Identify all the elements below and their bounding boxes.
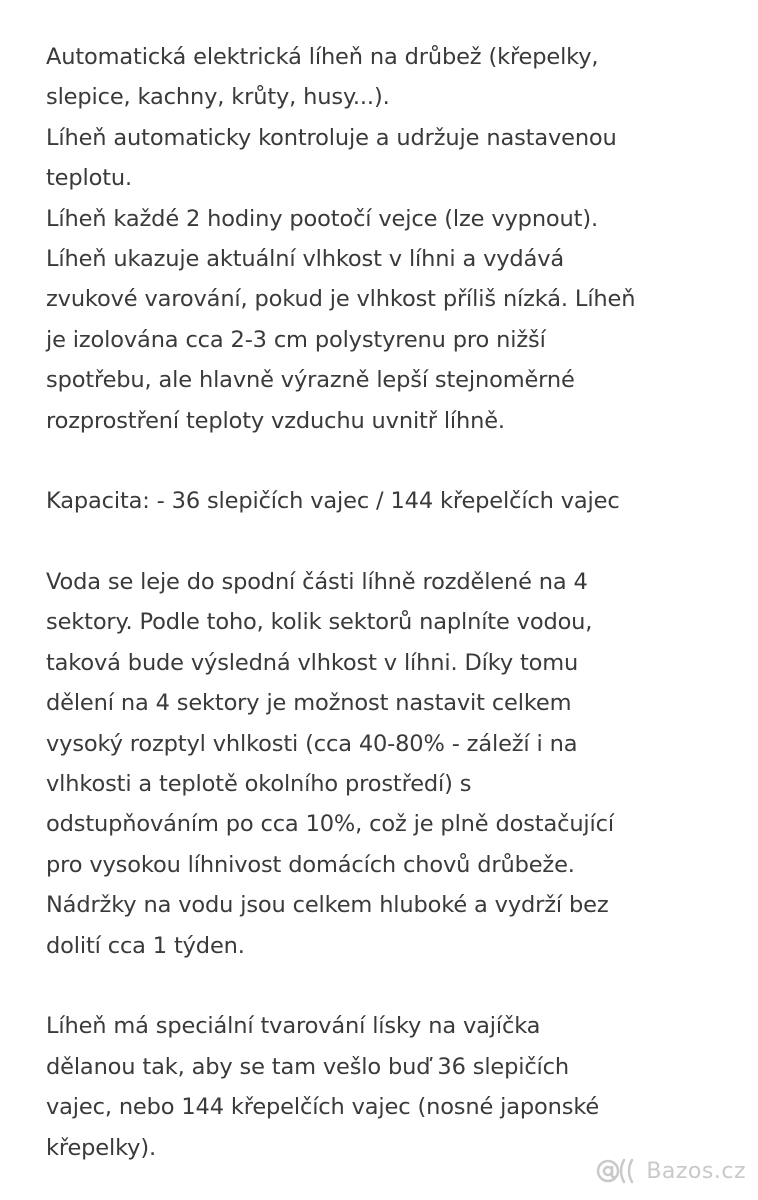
watermark-text: Bazos.cz [646, 1158, 746, 1184]
text-line: Voda se leje do spodní části líhně rozdělené na 4 [46, 569, 588, 596]
text-line: zvukové varování, pokud je vlhkost příliš nízká. Líheň [46, 286, 636, 313]
bazos-watermark [594, 1156, 746, 1186]
paragraph-gap [46, 441, 736, 481]
text-line: je izolována cca 2-3 cm polystyrenu pro nižší [46, 326, 546, 353]
text-line: Líheň má speciální tvarování lísky na vajíčka [46, 1013, 541, 1040]
text-line: Líheň ukazuje aktuální vlhkost v líhni a vydává [46, 245, 565, 272]
text-line: rozprostření teploty vzduchu uvnitř líhně. [46, 407, 505, 434]
text-line: Líheň automaticky kontroluje a udržuje nastavenou [46, 124, 617, 151]
text-line: vlhkosti a teplotě okolního prostředí) s [46, 771, 472, 798]
text-line: slepice, kachny, krůty, husy...). [46, 84, 390, 111]
text-line: dělanou tak, aby se tam vešlo buď 36 slepičích [46, 1053, 569, 1080]
text-line: Automatická elektrická líheň na drůbež (křepelky, [46, 44, 599, 70]
text-line: Kapacita: - 36 slepičích vajec / 144 křepelčích vajec [46, 488, 620, 515]
text-line: spotřebu, ale hlavně výrazně lepší stejnoměrné [46, 367, 575, 394]
text-line: Líheň každé 2 hodiny pootočí vejce (lze vypnout). [46, 205, 598, 232]
text-line: křepelky). [46, 1134, 156, 1161]
text-line: taková bude výsledná vlhkost v líhni. Díky tomu [46, 649, 579, 676]
description-text [46, 37, 736, 1168]
paragraph-gap [46, 966, 736, 1006]
text-line: vysoký rozptyl vhlkosti (cca 40-80% - záleží i na [46, 730, 578, 757]
text-line: sektory. Podle toho, kolik sektorů naplníte vodou, [46, 609, 593, 636]
text-line: dolití cca 1 týden. [46, 932, 245, 959]
paragraph-tray [46, 1006, 736, 1168]
text-line: odstupňováním po cca 10%, což je plně dostačující [46, 811, 614, 838]
text-line: dělení na 4 sektory je možnost nastavit celkem [46, 690, 572, 717]
text-line: Nádržky na vodu jsou celkem hluboké a vydrží bez [46, 892, 609, 919]
text-line: pro vysokou líhnivost domácích chovů drůbeže. [46, 851, 575, 878]
paragraph-gap [46, 522, 736, 562]
text-line: teplotu. [46, 165, 132, 192]
bazos-logo-icon [594, 1156, 640, 1186]
paragraph-capacity [46, 481, 736, 521]
paragraph-water [46, 562, 736, 966]
paragraph-intro [46, 37, 736, 441]
text-line: vajec, nebo 144 křepelčích vajec (nosné japonské [46, 1094, 600, 1121]
